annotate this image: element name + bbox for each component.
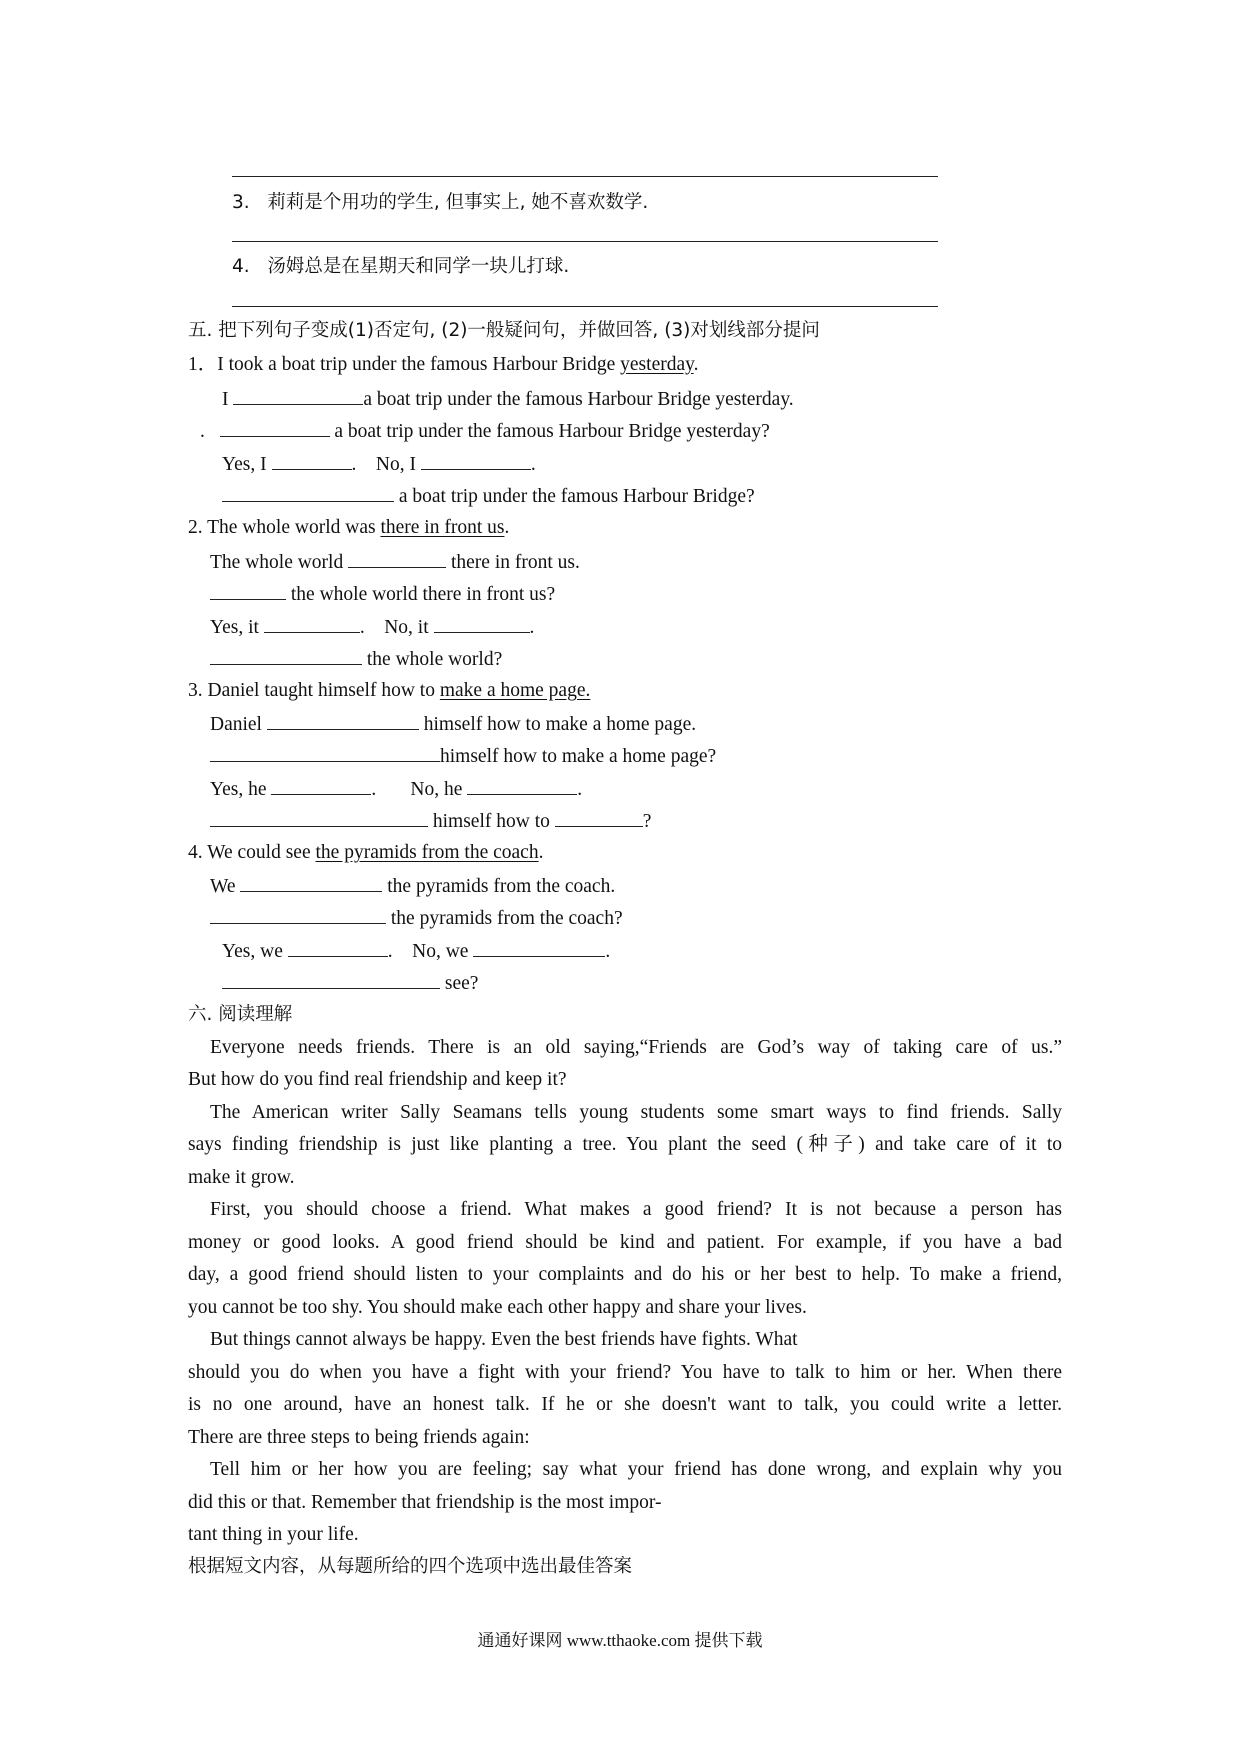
item-number: 4. bbox=[232, 256, 250, 277]
question-line: himself how to make a home page? bbox=[210, 742, 716, 770]
answer-line-text: Yes, I . No, I . bbox=[222, 450, 536, 478]
blank[interactable] bbox=[421, 450, 531, 470]
item-number: 3. bbox=[232, 192, 250, 213]
section-heading: 六. 阅读理解 bbox=[188, 1004, 293, 1025]
answer-line[interactable] bbox=[232, 241, 938, 242]
paragraph-line: Everyone needs friends. There is an old saying,“Friends are God’s way of taking care of us.” bbox=[210, 1037, 1062, 1058]
paragraph-line: did this or that. Remember that friendship is the most impor- bbox=[188, 1492, 662, 1513]
question-sentence: 1．I took a boat trip under the famous Harbour Bridge yesterday. bbox=[188, 354, 699, 375]
blank[interactable] bbox=[210, 807, 428, 827]
negative-line: We the pyramids from the coach. bbox=[210, 872, 615, 900]
underlined-part: make a home page. bbox=[439, 680, 591, 701]
footer-text: 通通好课网 www.tthaoke.com 提供下载 bbox=[477, 1631, 763, 1650]
blank[interactable] bbox=[210, 645, 362, 665]
paragraph-line: First, you should choose a friend. What makes a good friend? It is not because a person has bbox=[210, 1199, 1062, 1220]
wh-question-line: a boat trip under the famous Harbour Bridge? bbox=[222, 482, 755, 510]
negative-line: Daniel himself how to make a home page. bbox=[210, 710, 696, 738]
paragraph-line: should you do when you have a fight with your friend? You have to talk to him or her. When there bbox=[188, 1362, 1062, 1383]
blank[interactable] bbox=[210, 580, 286, 600]
paragraph-line: says finding friendship is just like planting a tree. You plant the seed (种子) and take care of it to bbox=[188, 1134, 1062, 1155]
underlined-part: there in front us bbox=[380, 517, 505, 538]
item-text: 汤姆总是在星期天和同学一块儿打球. bbox=[267, 256, 570, 277]
underlined-part: yesterday bbox=[620, 354, 694, 375]
answer-line[interactable] bbox=[232, 176, 938, 177]
blank[interactable] bbox=[434, 613, 530, 633]
wh-question-line: the whole world? bbox=[210, 645, 502, 673]
blank[interactable] bbox=[233, 385, 363, 405]
question-sentence: 4. We could see the pyramids from the coach. bbox=[188, 842, 544, 863]
paragraph-line: you cannot be too shy. You should make each other happy and share your lives. bbox=[188, 1297, 807, 1318]
answer-line-text: Yes, he . No, he . bbox=[210, 775, 582, 803]
blank[interactable] bbox=[272, 450, 352, 470]
paragraph-line: make it grow. bbox=[188, 1167, 295, 1188]
blank[interactable] bbox=[240, 872, 382, 892]
paragraph-line: Tell him or her how you are feeling; say what your friend has done wrong, and explain why you bbox=[210, 1459, 1062, 1480]
paragraph-line: money or good looks. A good friend should be kind and patient. For example, if you have a bad bbox=[188, 1232, 1062, 1253]
wh-question-line: see? bbox=[222, 969, 478, 997]
blank[interactable] bbox=[220, 417, 330, 437]
blank[interactable] bbox=[271, 775, 371, 795]
question-line: the pyramids from the coach? bbox=[210, 904, 623, 932]
blank[interactable] bbox=[348, 548, 446, 568]
translation-item bbox=[232, 190, 648, 216]
question-sentence: 3. Daniel taught himself how to make a home page. bbox=[188, 680, 591, 701]
blank[interactable] bbox=[210, 742, 440, 762]
blank[interactable] bbox=[222, 482, 394, 502]
answer-line-text: Yes, we . No, we . bbox=[222, 937, 610, 965]
paragraph-line: tant thing in your life. bbox=[188, 1524, 359, 1545]
paragraph-line: There are three steps to being friends again: bbox=[188, 1427, 530, 1448]
blank[interactable] bbox=[473, 937, 605, 957]
negative-line: The whole world there in front us. bbox=[210, 548, 580, 576]
paragraph-line: is no one around, have an honest talk. If he or she doesn't want to talk, you could write a letter. bbox=[188, 1394, 1062, 1415]
blank[interactable] bbox=[467, 775, 577, 795]
question-line: the whole world there in front us? bbox=[210, 580, 555, 608]
translation-item bbox=[232, 254, 569, 280]
blank[interactable] bbox=[288, 937, 388, 957]
answer-line[interactable] bbox=[232, 306, 938, 307]
answer-line-text: Yes, it . No, it . bbox=[210, 613, 534, 641]
question-sentence: 2. The whole world was there in front us. bbox=[188, 517, 510, 538]
paragraph-line: The American writer Sally Seamans tells young students some smart ways to find friends. Sally bbox=[210, 1102, 1062, 1123]
paragraph-line: But things cannot always be happy. Even the best friends have fights. What bbox=[210, 1329, 798, 1350]
blank[interactable] bbox=[555, 807, 643, 827]
paragraph-line: But how do you find real friendship and keep it? bbox=[188, 1069, 567, 1090]
blank[interactable] bbox=[267, 710, 419, 730]
blank[interactable] bbox=[222, 969, 440, 989]
blank[interactable] bbox=[210, 904, 386, 924]
blank[interactable] bbox=[264, 613, 360, 633]
underlined-part: the pyramids from the coach bbox=[315, 842, 539, 863]
paragraph-line: day, a good friend should listen to your complaints and do his or her best to help. To make a friend, bbox=[188, 1264, 1062, 1285]
section-heading: 五. 把下列句子变成(1)否定句, (2)一般疑问句，并做回答, (3)对划线部分提问 bbox=[188, 320, 820, 341]
question-line: . a boat trip under the famous Harbour Bridge yesterday? bbox=[200, 417, 770, 445]
item-text: 莉莉是个用功的学生, 但事实上, 她不喜欢数学. bbox=[267, 192, 649, 213]
instruction-text: 根据短文内容，从每题所给的四个选项中选出最佳答案 bbox=[188, 1556, 633, 1577]
negative-line: I a boat trip under the famous Harbour Bridge yesterday. bbox=[222, 385, 794, 413]
wh-question-line: himself how to ? bbox=[210, 807, 651, 835]
